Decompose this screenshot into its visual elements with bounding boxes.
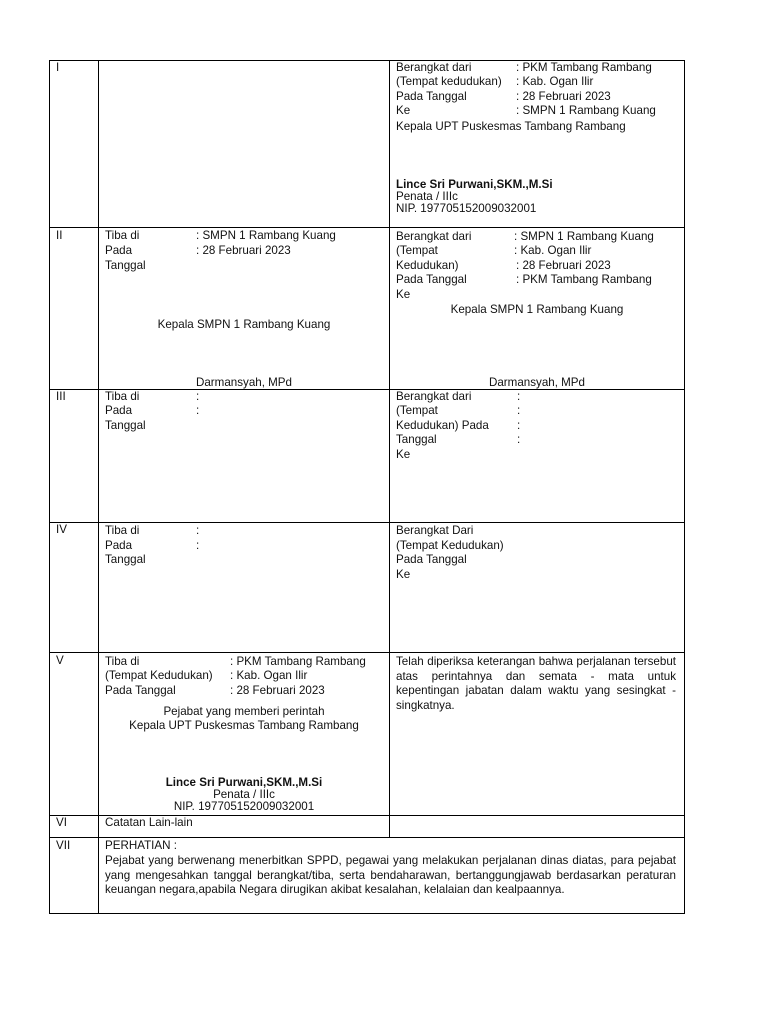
destination-label: Ke — [396, 288, 411, 301]
departure-from-value: : PKM Tambang Rambang — [516, 61, 652, 74]
domicile-value: : Kab. Ogan Ilir — [230, 669, 308, 682]
arrival-date-label: Pada — [105, 244, 133, 257]
domicile-label-cont: Kedudukan) — [396, 259, 459, 272]
row-number: VII — [56, 839, 71, 852]
date-label: Pada Tanggal — [396, 273, 467, 286]
row-number: II — [56, 229, 63, 242]
date-value: : 28 Februari 2023 — [516, 90, 611, 103]
domicile-value: : Kab. Ogan Ilir — [516, 75, 594, 88]
destination-label: Ke — [396, 568, 411, 581]
row-divider-1 — [49, 227, 685, 228]
destination-label: Ke — [396, 448, 411, 461]
destination-value: : SMPN 1 Rambang Kuang — [516, 104, 656, 117]
domicile-colon-cont: : — [517, 419, 521, 432]
domicile-label: (Tempat kedudukan) — [396, 75, 502, 88]
arrival-date-colon: : — [196, 404, 200, 417]
domicile-value: : Kab. Ogan Ilir — [514, 244, 592, 257]
arrival-date-value: : 28 Februari 2023 — [230, 684, 325, 697]
domicile-label: (Tempat — [396, 404, 438, 417]
domicile-colon: : — [517, 404, 521, 417]
arrival-date-label-cont: Tanggal — [105, 419, 146, 432]
signer-nip: NIP. 197705152009032001 — [173, 800, 315, 813]
destination-value: : PKM Tambang Rambang — [516, 273, 652, 286]
date-value: : 28 Februari 2023 — [516, 259, 611, 272]
official-position: Kepala SMPN 1 Rambang Kuang — [157, 318, 331, 331]
arrival-at-label: Tiba di — [105, 655, 140, 668]
arrival-date-colon: : — [196, 539, 200, 552]
ordering-official-caption: Pejabat yang memberi perintah — [163, 705, 325, 718]
official-position: Kepala UPT Puskesmas Tambang Rambang — [129, 719, 359, 732]
domicile-label: (Tempat Kedudukan) — [105, 669, 213, 682]
destination-label: Ke — [396, 104, 411, 117]
arrival-date-label-cont: Tanggal — [105, 259, 146, 272]
signer-name: Darmansyah, MPd — [488, 376, 585, 389]
departure-from-colon: : — [517, 390, 521, 403]
verification-note: Telah diperiksa keterangan bahwa perjalanan tersebut atas perintahnya dan semata - mata untuk kepentingan jabatan dalam waktu yang sesingkat - singkatnya. — [396, 655, 676, 712]
departure-from-value: : SMPN 1 Rambang Kuang — [514, 230, 654, 243]
row-number: IV — [56, 523, 67, 536]
row-number: I — [56, 61, 60, 74]
signer-name: Darmansyah, MPd — [195, 376, 292, 389]
arrival-at-value: : SMPN 1 Rambang Kuang — [196, 229, 336, 242]
departure-from-label: Berangkat dari — [396, 61, 472, 74]
row-number: V — [56, 654, 64, 667]
date-colon: : — [517, 433, 521, 446]
official-position: Kepala SMPN 1 Rambang Kuang — [450, 303, 624, 316]
departure-from-label: Berangkat dari — [396, 230, 472, 243]
date-label: Pada Tanggal — [396, 553, 467, 566]
official-position: Kepala UPT Puskesmas Tambang Rambang — [396, 120, 626, 133]
attention-heading: PERHATIAN : — [105, 839, 177, 852]
domicile-label-cont: Kedudukan) Pada — [396, 419, 489, 432]
arrival-date-label: Pada Tanggal — [105, 684, 176, 697]
domicile-label: (Tempat Kedudukan) — [396, 539, 504, 552]
arrival-at-label: Tiba di — [105, 524, 140, 537]
signer-name: Lince Sri Purwani,SKM.,M.Si — [396, 178, 553, 191]
arrival-at-colon: : — [196, 524, 200, 537]
date-label: Pada Tanggal — [396, 90, 467, 103]
attention-text: Pejabat yang berwenang menerbitkan SPPD, pegawai yang melakukan perjalanan dinas diatas, para pejabat yang mengesahkan tanggal berangkat/tiba, serta bendaharawan, bertanggungjawab berdasarkan peraturan keuangan negara,apabila Negara dirugikan akibat kesalahan, kelalaian dan kealpaannya. — [105, 854, 676, 896]
table-border-left — [49, 60, 50, 914]
table-border-right — [684, 60, 685, 914]
signer-rank: Penata / IIIc — [396, 190, 458, 203]
departure-from-label: Berangkat Dari — [396, 524, 474, 537]
row-divider-4 — [49, 652, 685, 653]
signer-nip: NIP. 197705152009032001 — [396, 202, 537, 215]
arrival-at-colon: : — [196, 390, 200, 403]
signer-name: Lince Sri Purwani,SKM.,M.Si — [165, 776, 323, 789]
arrival-at-label: Tiba di — [105, 229, 140, 242]
other-notes-label: Catatan Lain-lain — [105, 816, 193, 829]
row-divider-3 — [49, 522, 685, 523]
row-number: VI — [56, 816, 67, 829]
signer-rank: Penata / IIIc — [213, 788, 275, 801]
arrival-date-label: Pada — [105, 539, 133, 552]
arrival-date-value: : 28 Februari 2023 — [196, 244, 291, 257]
row-divider-6 — [49, 837, 685, 838]
arrival-at-label: Tiba di — [105, 390, 140, 403]
column-divider-middle — [389, 60, 390, 838]
arrival-date-label-cont: Tanggal — [105, 553, 146, 566]
departure-from-label: Berangkat dari — [396, 390, 472, 403]
table-border-bottom — [49, 913, 685, 914]
arrival-at-value: : PKM Tambang Rambang — [230, 655, 366, 668]
date-label: Tanggal — [396, 433, 437, 446]
row-number: III — [56, 390, 66, 403]
domicile-label: (Tempat — [396, 244, 438, 257]
arrival-date-label: Pada — [105, 404, 133, 417]
